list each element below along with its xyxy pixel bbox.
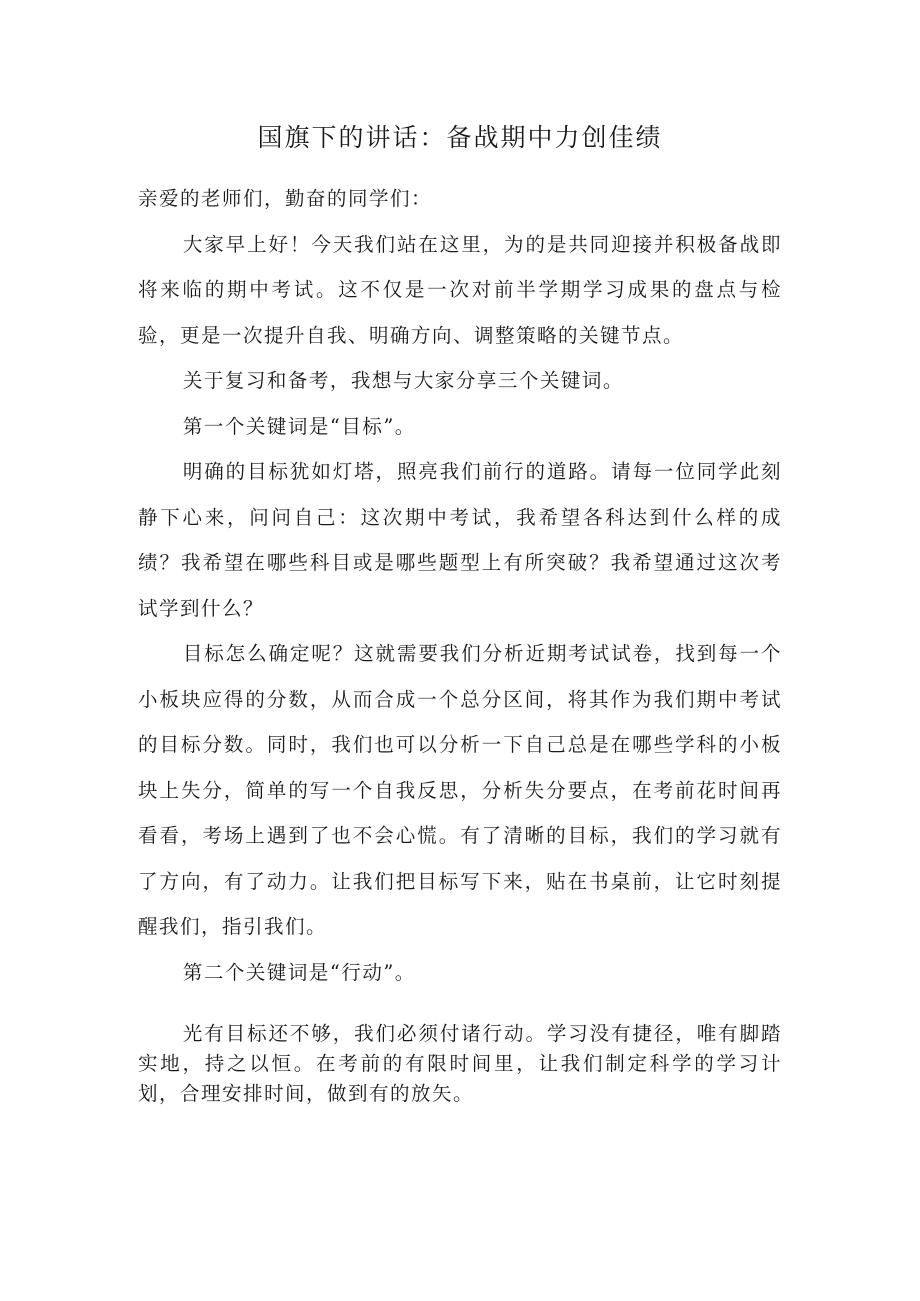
paragraph-goal-method: 目标怎么确定呢？这就需要我们分析近期考试试卷，找到每一个小板块应得的分数，从而合成一个总分区间，将其作为我们期中考试的目标分数。同时，我们也可以分析一下自己总是在哪些学科的小板块上失分，简单的写一个自我反思，分析失分要点，在考前花时间再看看，考场上遇到了也不会心慌。有了清晰的目标，我们的学习就有了方向，有了动力。让我们把目标写下来，贴在书桌前，让它时刻提醒我们，指引我们。 [138, 642, 782, 938]
document-body [138, 176, 782, 1109]
document-title: 国旗下的讲话：备战期中力创佳绩 [257, 123, 663, 152]
greeting: 亲爱的老师们，勤奋的同学们： [138, 187, 433, 210]
paragraph-intro-keywords: 关于复习和备考，我想与大家分享三个关键词。 [182, 369, 624, 392]
paragraph-opening: 大家早上好！今天我们站在这里，为的是共同迎接并积极备战即将来临的期中考试。这不仅是一次对前半学期学习成果的盘点与检验，更是一次提升自我、明确方向、调整策略的关键节点。 [138, 232, 782, 347]
paragraph-action: 光有目标还不够，我们必须付诸行动。学习没有捷径，唯有脚踏实地，持之以恒。在考前的有限时间里，让我们制定科学的学习计划，合理安排时间，做到有的放矢。 [138, 1022, 782, 1105]
paragraph-goal-lighthouse: 明确的目标犹如灯塔，照亮我们前行的道路。请每一位同学此刻静下心来，问问自己：这次期中考试，我希望各科达到什么样的成绩？我希望在哪些科目或是哪些题型上有所突破？我希望通过这次考试学到什么？ [138, 460, 782, 620]
paragraph-keyword-2-heading: 第二个关键词是“行动”。 [182, 960, 416, 984]
paragraph-keyword-1-heading: 第一个关键词是“目标”。 [182, 414, 416, 438]
